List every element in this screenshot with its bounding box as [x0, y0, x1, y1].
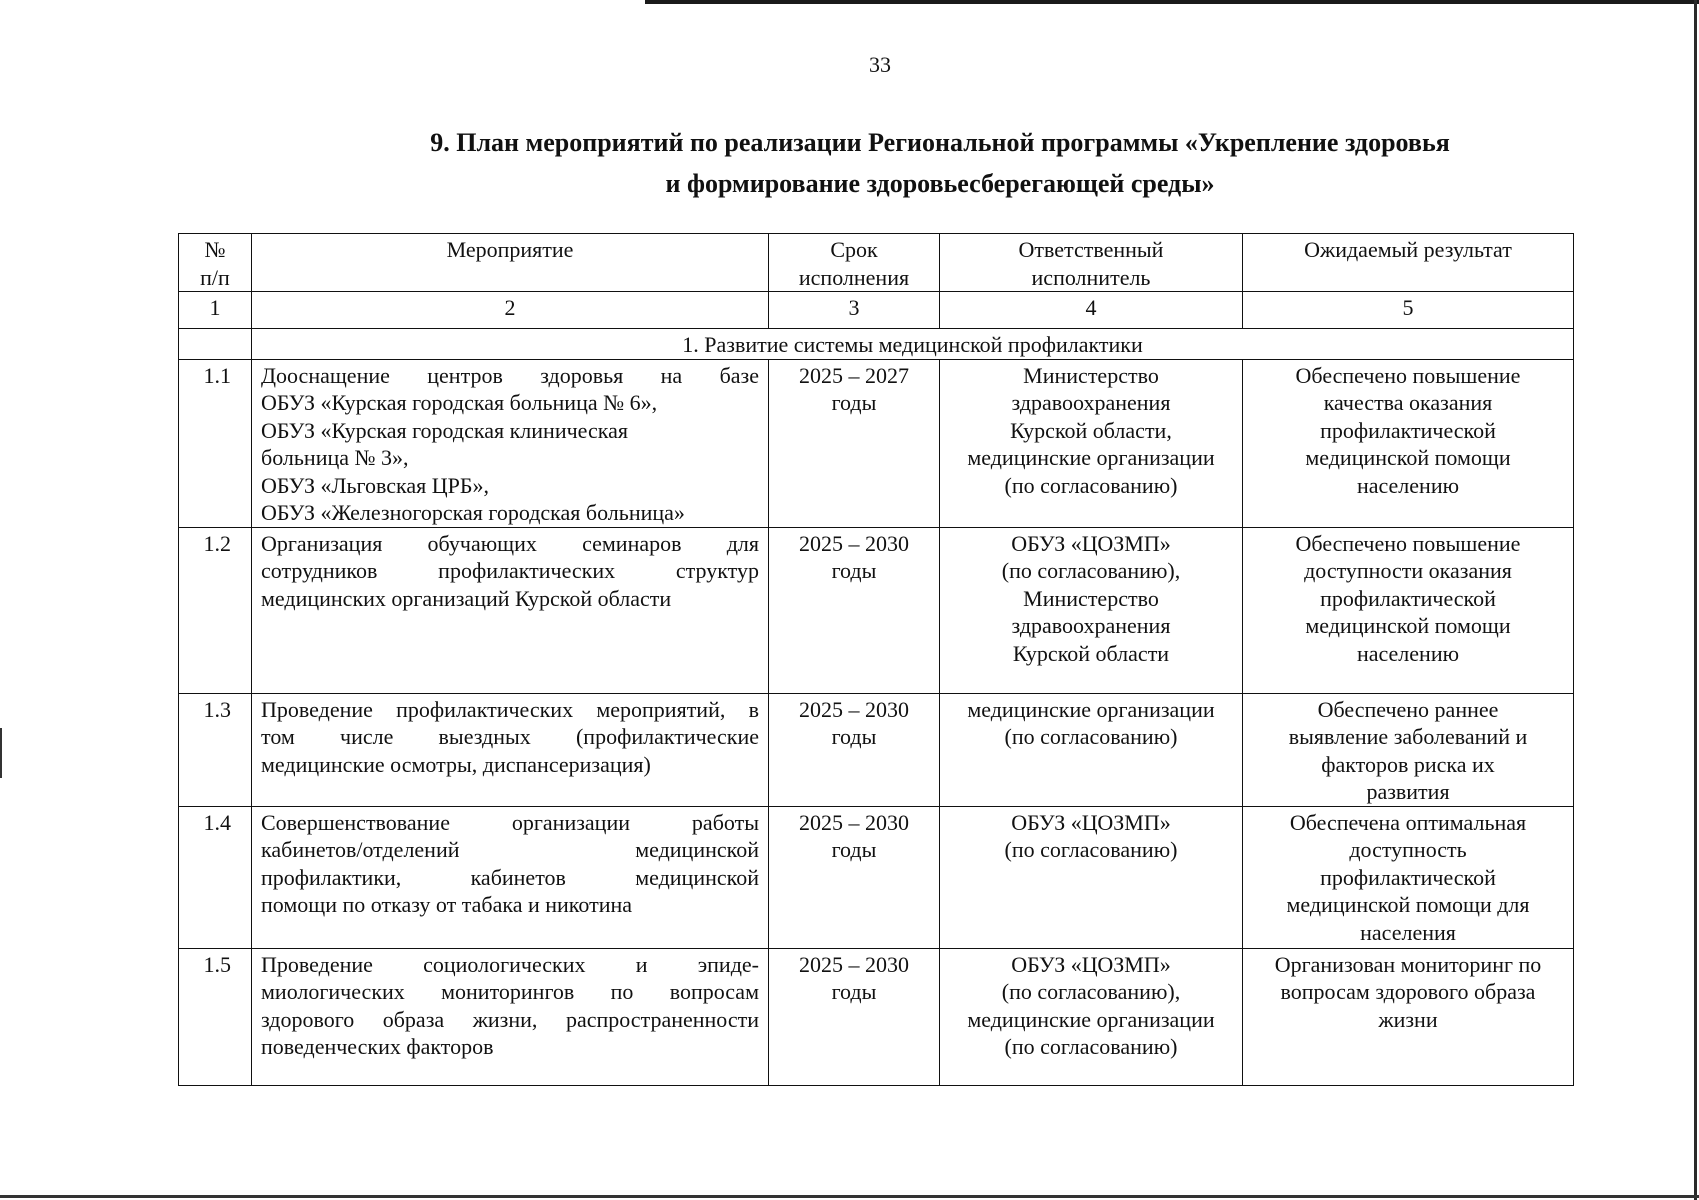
row-result: Обеспечена оптимальная доступность профилактической медицинской помощи для населения: [1243, 806, 1574, 948]
table-row: [179, 948, 1574, 1085]
document-title: [380, 122, 1500, 204]
row-number: 1.2: [179, 527, 252, 693]
column-index-row: [179, 292, 1574, 329]
row-result: Организован мониторинг по вопросам здорового образа жизни: [1243, 948, 1574, 1085]
table-row: [179, 806, 1574, 948]
table-row: [179, 527, 1574, 693]
table-row: [179, 693, 1574, 806]
row-number: 1.5: [179, 948, 252, 1085]
section-row: [179, 329, 1574, 360]
scan-border-bottom: [0, 1195, 1699, 1198]
row-result: Обеспечено раннее выявление заболеваний и факторов риска их развития: [1243, 693, 1574, 806]
table-row: [179, 359, 1574, 527]
row-deadline: 2025 – 2030 годы: [769, 527, 940, 693]
scan-border-right: [1694, 0, 1697, 1200]
column-index: 4: [940, 292, 1243, 329]
page-number: 33: [869, 52, 891, 77]
header-event: Мероприятие: [252, 234, 769, 292]
row-deadline: 2025 – 2030 годы: [769, 948, 940, 1085]
table-header-row: [179, 234, 1574, 292]
scan-mark-left: [0, 728, 2, 778]
title-line-1: 9. План мероприятий по реализации Региональной программы «Укрепление здоровья: [430, 128, 1450, 157]
row-responsible: ОБУЗ «ЦОЗМП» (по согласованию): [940, 806, 1243, 948]
row-event: Проведение социологических и эпиде- миологических мониторингов по вопросам здорового образа жизни, распространенности поведенческих факторов: [252, 948, 769, 1085]
header-deadline: Срок исполнения: [769, 234, 940, 292]
section-empty-cell: [179, 329, 252, 360]
row-responsible: ОБУЗ «ЦОЗМП» (по согласованию), Министерство здравоохранения Курской области: [940, 527, 1243, 693]
action-plan-table: [178, 233, 1574, 1086]
row-responsible: ОБУЗ «ЦОЗМП» (по согласованию), медицинские организации (по согласованию): [940, 948, 1243, 1085]
row-responsible: медицинские организации (по согласованию): [940, 693, 1243, 806]
row-number: 1.4: [179, 806, 252, 948]
column-index: 5: [1243, 292, 1574, 329]
row-event: Организация обучающих семинаров для сотрудников профилактических структур медицинских организаций Курской области: [252, 527, 769, 693]
row-deadline: 2025 – 2027 годы: [769, 359, 940, 527]
header-responsible: Ответственный исполнитель: [940, 234, 1243, 292]
header-num: № п/п: [179, 234, 252, 292]
row-number: 1.3: [179, 693, 252, 806]
header-result: Ожидаемый результат: [1243, 234, 1574, 292]
row-number: 1.1: [179, 359, 252, 527]
row-result: Обеспечено повышение доступности оказания профилактической медицинской помощи населению: [1243, 527, 1574, 693]
row-responsible: Министерство здравоохранения Курской области, медицинские организации (по согласованию): [940, 359, 1243, 527]
column-index: 3: [769, 292, 940, 329]
row-result: Обеспечено повышение качества оказания профилактической медицинской помощи населению: [1243, 359, 1574, 527]
column-index: 1: [179, 292, 252, 329]
row-event: Проведение профилактических мероприятий, в том числе выездных (профилактические медицинские осмотры, диспансеризация): [252, 693, 769, 806]
column-index: 2: [252, 292, 769, 329]
row-event: Дооснащение центров здоровья на базе ОБУЗ «Курская городская больница № 6», ОБУЗ «Курская городская клиническая больница № 3», ОБУЗ «Льговская ЦРБ», ОБУЗ «Железногорская городская больница»: [252, 359, 769, 527]
row-event: Совершенствование организации работы кабинетов/отделений медицинской профилактики, кабинетов медицинской помощи по отказу от табака и никотина: [252, 806, 769, 948]
title-line-2: и формирование здоровьесберегающей среды»: [665, 169, 1215, 198]
row-deadline: 2025 – 2030 годы: [769, 806, 940, 948]
row-deadline: 2025 – 2030 годы: [769, 693, 940, 806]
section-title: 1. Развитие системы медицинской профилактики: [252, 329, 1574, 360]
scan-border-top: [645, 0, 1699, 4]
